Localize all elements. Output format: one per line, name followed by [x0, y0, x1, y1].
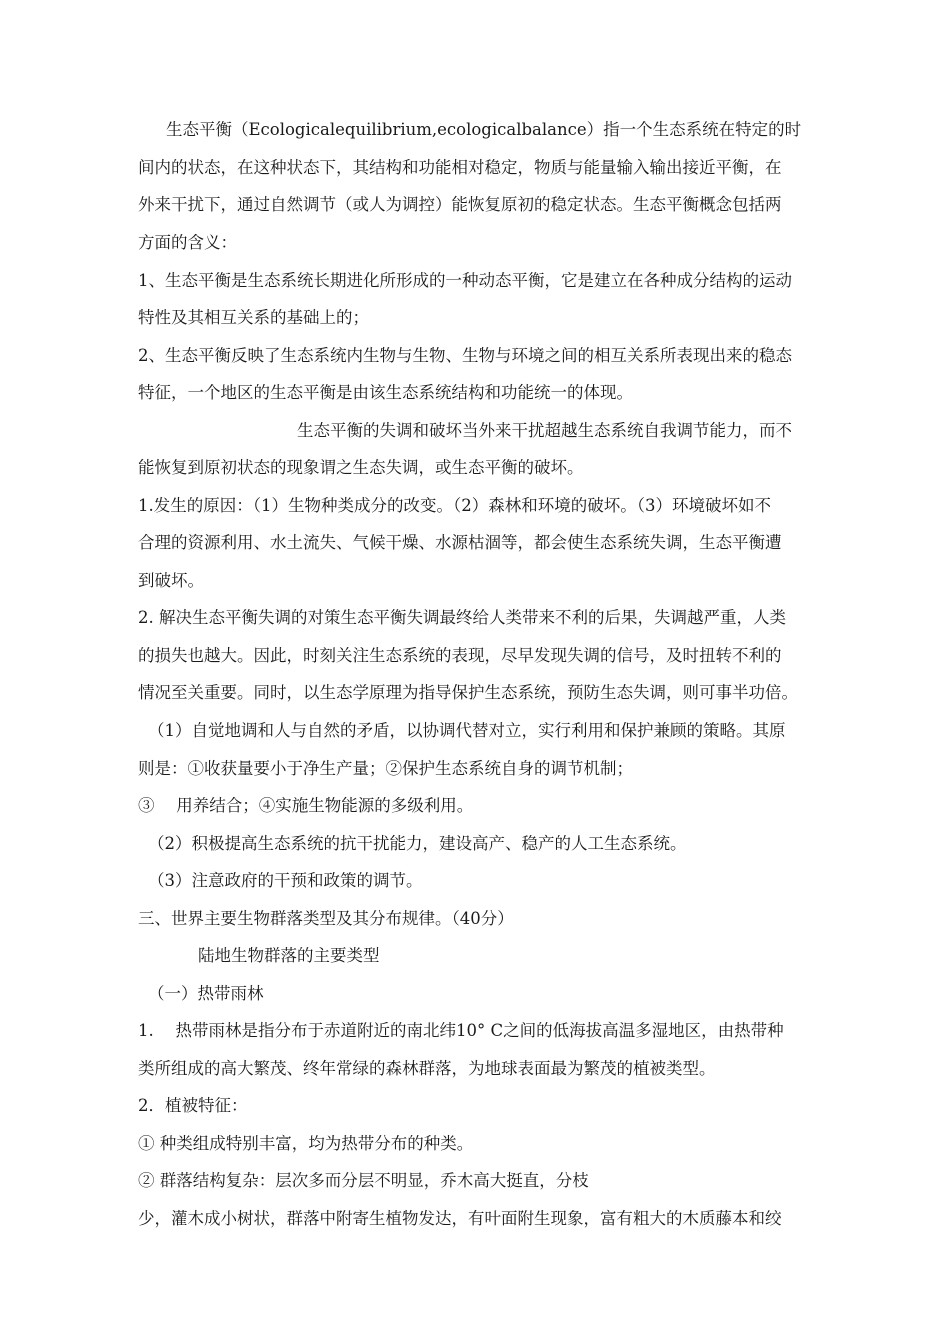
paragraph-line: 2. 解决生态平衡失调的对策生态平衡失调最终给人类带来不利的后果，失调越严重，人类 [138, 608, 786, 627]
paragraph-line: 情况至关重要。同时，以生态学原理为指导保护生态系统，预防生态失调，则可事半功倍。 [138, 683, 798, 702]
paragraph-line: ① 种类组成特别丰富，均为热带分布的种类。 [138, 1134, 474, 1153]
paragraph-line: 则是：①收获量要小于净生产量；②保护生态系统自身的调节机制； [138, 759, 633, 778]
paragraph-line: 到破坏。 [138, 571, 204, 590]
paragraph-line: 的损失也越大。因此，时刻关注生态系统的表现，尽早发现失调的信号，及时扭转不利的 [138, 646, 782, 665]
paragraph-line: 能恢复到原初状态的现象谓之生态失调，或生态平衡的破坏。 [138, 458, 584, 477]
paragraph-line: ③ 用养结合；④实施生物能源的多级利用。 [138, 796, 474, 815]
paragraph-line: 1. 热带雨林是指分布于赤道附近的南北纬10° C之间的低海拔高温多湿地区，由热带种 [138, 1021, 784, 1040]
paragraph-line: 合理的资源利用、水土流失、气候干燥、水源枯涸等，都会使生态系统失调，生态平衡遭 [138, 533, 782, 552]
section-heading: 三、世界主要生物群落类型及其分布规律。（40分） [138, 909, 514, 928]
subsection-heading: （一）热带雨林 [148, 984, 264, 1003]
paragraph-line: （2）积极提高生态系统的抗干扰能力，建设高产、稳产的人工生态系统。 [148, 834, 687, 853]
paragraph-line: （1）自觉地调和人与自然的矛盾，以协调代替对立，实行利用和保护兼顾的策略。其原 [148, 721, 786, 740]
paragraph-line: 类所组成的高大繁茂、终年常绿的森林群落，为地球表面最为繁茂的植被类型。 [138, 1059, 716, 1078]
paragraph-line: 特征，一个地区的生态平衡是由该生态系统结构和功能统一的体现。 [138, 383, 633, 402]
paragraph-line: 生态平衡（Ecologicalequilibrium,ecologicalbalance）指一个生态系统在特定的时 [166, 120, 802, 139]
paragraph-line: 生态平衡的失调和破坏当外来干扰超越生态系统自我调节能力，而不 [297, 421, 792, 440]
paragraph-line: 少，灌木成小树状，群落中附寄生植物发达，有叶面附生现象，富有粗大的木质藤本和绞 [138, 1209, 782, 1228]
paragraph-line: 特性及其相互关系的基础上的； [138, 308, 369, 327]
paragraph-line: 外来干扰下，通过自然调节（或人为调控）能恢复原初的稳定状态。生态平衡概念包括两 [138, 195, 782, 214]
paragraph-line: 间内的状态，在这种状态下，其结构和功能相对稳定，物质与能量输入输出接近平衡，在 [138, 158, 782, 177]
paragraph-line: （3）注意政府的干预和政策的调节。 [148, 871, 423, 890]
paragraph-line: 1、生态平衡是生态系统长期进化所形成的一种动态平衡，它是建立在各种成分结构的运动 [138, 271, 792, 290]
paragraph-line: 2、生态平衡反映了生态系统内生物与生物、生物与环境之间的相互关系所表现出来的稳态 [138, 346, 792, 365]
paragraph-line: ② 群落结构复杂：层次多而分层不明显，乔木高大挺直，分枝 [138, 1171, 589, 1190]
paragraph-line: 方面的含义： [138, 233, 237, 252]
paragraph-line: 2．植被特征： [138, 1096, 248, 1115]
paragraph-line: 1.发生的原因：（1）生物种类成分的改变。（2）森林和环境的破坏。（3）环境破坏如不 [138, 496, 771, 515]
subsection-heading: 陆地生物群落的主要类型 [198, 946, 380, 965]
